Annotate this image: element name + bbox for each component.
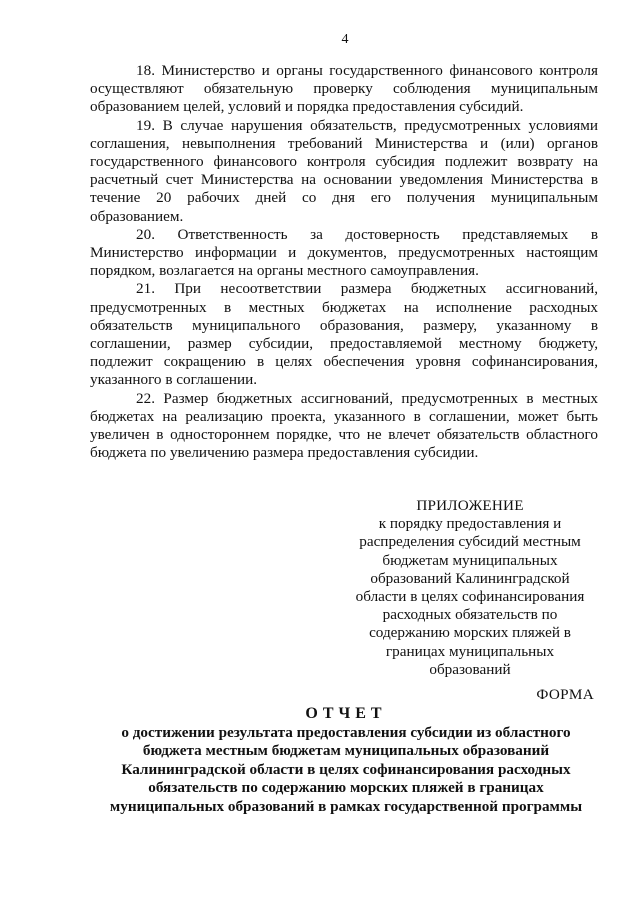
form-label: ФОРМА (536, 686, 594, 703)
report-title: ОТЧЕТ (305, 705, 387, 722)
report-subtitle-line: муниципальных образований в рамках государственной программы (109, 797, 583, 815)
appendix-line: образований (429, 660, 511, 678)
appendix-line: к порядку предоставления и (378, 515, 562, 533)
appendix-block (340, 497, 600, 679)
page-number: 4 (341, 32, 349, 47)
appendix-line: образований Калининградской (370, 569, 570, 587)
regulation-text (90, 62, 598, 462)
report-subtitle-line: обязательств по содержанию морских пляжей в границах (148, 779, 544, 797)
paragraph-21: 21. При несоответствии размера бюджетных ассигнований, предусмотренных в местных бюджетах на исполнение расходных обязательств муниципального образования, размеру, указанному в соглашении, размер субсидии, предоставляемой местному бюджету, подлежит сокращению в целях обеспечения уровня софинансирования, указанного в соглашении. (90, 280, 598, 389)
appendix-line: содержанию морских пляжей в (369, 624, 571, 642)
appendix-title: ПРИЛОЖЕНИЕ (416, 497, 524, 514)
paragraph-20: 20. Ответственность за достоверность представляемых в Министерство информации и документов, предусмотренных настоящим порядком, возлагается на органы местного самоуправления. (90, 225, 598, 280)
paragraph-19: 19. В случае нарушения обязательств, предусмотренных условиями соглашения, невыполнения требований Министерства и (или) органов государственного финансового контроля субсидия подлежит возврату на расчетный счет Министерства на основании уведомления Министерства в течение 20 рабочих дней со дня его получения муниципальным образованием. (90, 116, 598, 225)
paragraph-22: 22. Размер бюджетных ассигнований, предусмотренных в местных бюджетах на реализацию проекта, указанного в соглашении, может быть увеличен в одностороннем порядке, что не влечет обязательств областного бюджета по увеличению размера предоставления субсидии. (90, 389, 598, 462)
appendix-line: границах муниципальных (385, 642, 555, 660)
appendix-line: области в целях софинансирования (355, 588, 585, 606)
report-subtitle-line: Калининградской области в целях софинансирования расходных (121, 760, 571, 778)
appendix-line: расходных обязательств по (382, 606, 558, 624)
report-subtitle (76, 724, 616, 816)
report-subtitle-line: бюджета местным бюджетам муниципальных образований (142, 742, 550, 760)
paragraph-18: 18. Министерство и органы государственного финансового контроля осуществляют обязательную проверку соблюдения муниципальным образованием целей, условий и порядка предоставления субсидий. (90, 62, 598, 116)
appendix-line: бюджетам муниципальных (382, 551, 558, 569)
report-subtitle-line: о достижении результата предоставления субсидии из областного (121, 724, 571, 741)
appendix-line: распределения субсидий местным (359, 533, 581, 551)
